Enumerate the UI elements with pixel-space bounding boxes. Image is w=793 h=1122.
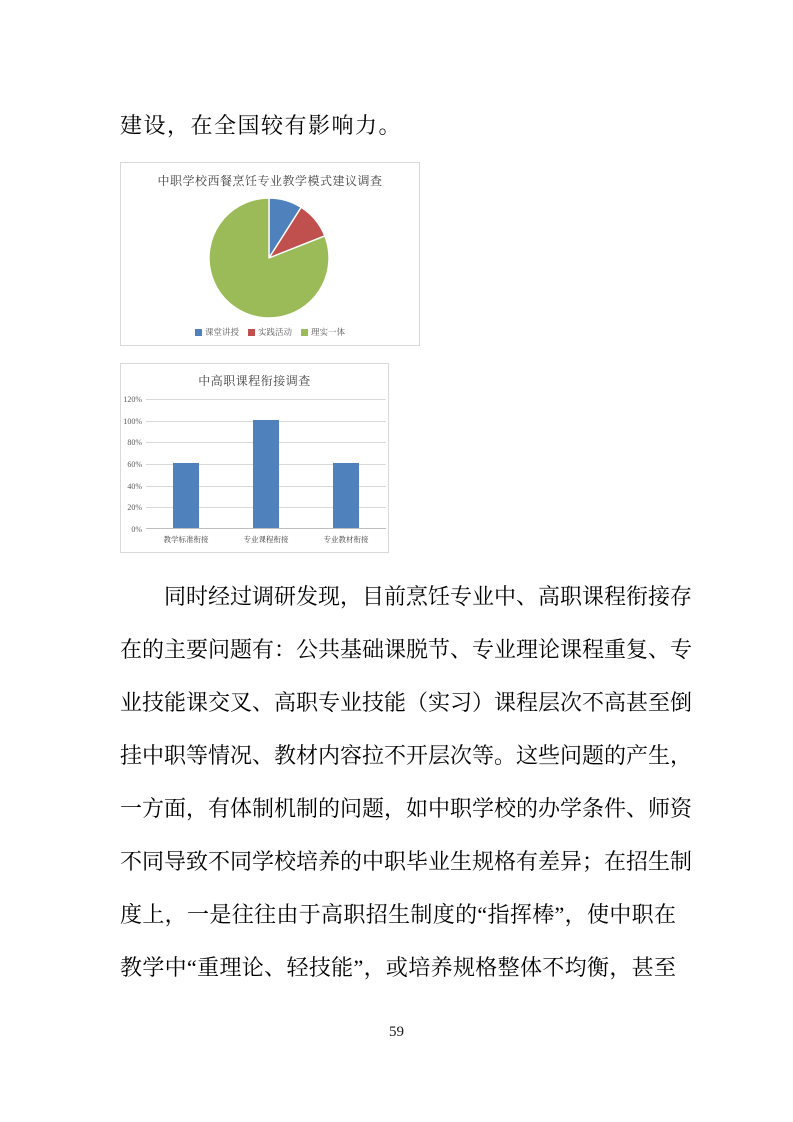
- x-axis-category-label: 教学标准衔接: [163, 535, 209, 544]
- bar: [173, 463, 199, 528]
- y-axis-tick-label: 100%: [123, 416, 142, 426]
- pie-chart-figure: [120, 162, 420, 346]
- paragraph-line: 不同导致不同学校培养的中职毕业生规格有差异；在招生制: [120, 849, 693, 874]
- bar: [333, 463, 359, 528]
- legend-color-swatch: [195, 329, 202, 336]
- bar-chart-figure: [120, 363, 389, 553]
- intro-line: 建设，在全国较有影响力。: [120, 113, 403, 138]
- gridline: [146, 399, 386, 400]
- y-axis-tick-label: 80%: [127, 438, 142, 448]
- y-axis-tick-label: 120%: [123, 395, 142, 404]
- paragraph-line: 同时经过调研发现，目前烹饪专业中、高职课程衔接存: [164, 584, 693, 609]
- y-axis-tick-label: 40%: [127, 481, 142, 491]
- page-number: 59: [389, 1024, 404, 1040]
- paragraph-line: 度上，一是往往由于高职招生制度的“指挥棒”，使中职在: [120, 902, 676, 927]
- pie-chart: [202, 191, 336, 325]
- paragraph-line: 业技能课交叉、高职专业技能（实习）课程层次不高甚至倒: [120, 690, 693, 715]
- legend-item: [301, 326, 345, 338]
- legend-label: 理实一体: [311, 327, 346, 337]
- legend-color-swatch: [248, 329, 255, 336]
- bar: [253, 420, 279, 528]
- bar-plot: [146, 399, 386, 529]
- paragraph-line: 挂中职等情况、教材内容拉不开层次等。这些问题的产生，: [120, 743, 693, 768]
- bar-x-axis: [146, 534, 386, 545]
- y-axis-tick-label: 0%: [131, 525, 142, 534]
- pie-chart-title: 中职学校西餐烹饪专业教学模式建议调查: [157, 174, 383, 188]
- paragraph-line: 在的主要问题有：公共基础课脱节、专业理论课程重复、专: [120, 637, 693, 662]
- paragraph-line: 教学中“重理论、轻技能”，或培养规格整体不均衡，甚至: [120, 955, 676, 980]
- y-axis-tick-label: 60%: [127, 460, 142, 469]
- x-axis-category-label: 专业教材衔接: [323, 535, 369, 544]
- legend-label: 实践活动: [257, 327, 292, 337]
- bar-chart-title: 中高职课程衔接调查: [198, 374, 311, 388]
- pie-legend: [121, 326, 419, 338]
- legend-label: 课堂讲授: [204, 327, 239, 337]
- legend-item: [248, 326, 292, 338]
- paragraph-line: 一方面，有体制机制的问题，如中职学校的办学条件、师资: [120, 796, 693, 821]
- y-axis-tick-label: 20%: [127, 503, 142, 513]
- body-paragraph: [120, 570, 693, 994]
- x-axis-category-label: 专业课程衔接: [243, 535, 289, 544]
- legend-item: [195, 326, 239, 338]
- legend-color-swatch: [301, 329, 308, 336]
